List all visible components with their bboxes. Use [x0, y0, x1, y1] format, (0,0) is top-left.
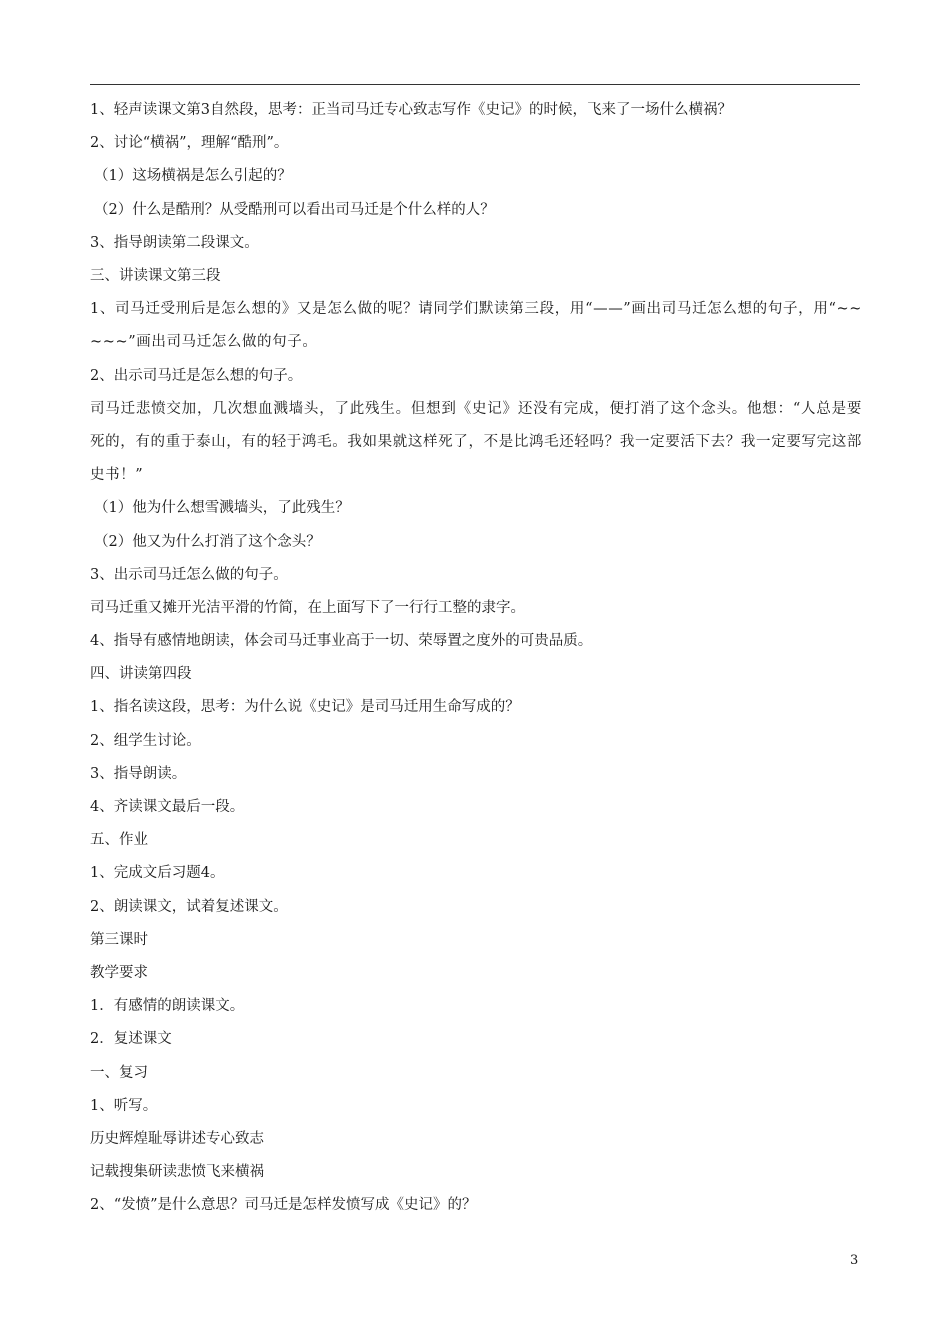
- text-line: 2、组学生讨论。: [90, 732, 201, 749]
- text-line: 2．复述课文: [90, 1031, 172, 1048]
- text-line: 1、完成文后习题4。: [90, 865, 225, 882]
- text-line: 2、讨论“横祸”，理解“酷刑”。: [90, 135, 289, 152]
- text-line: 3、指导朗读。: [90, 765, 187, 782]
- text-line: 记载搜集研读悲愤飞来横祸: [90, 1164, 264, 1181]
- text-line: 3、指导朗读第二段课文。: [90, 234, 259, 251]
- section-heading: 第三课时: [90, 931, 148, 948]
- text-line: 4、指导有感情地朗读，体会司马迁事业高于一切、荣辱置之度外的可贵品质。: [90, 633, 593, 650]
- text-line: 1．有感情的朗读课文。: [90, 998, 245, 1015]
- text-line: （1）这场横祸是怎么引起的？: [94, 168, 292, 185]
- text-line: （1）他为什么想雪溅墙头，了此残生？: [94, 500, 350, 517]
- text-paragraph: 1、司马迁受刑后是怎么想的》又是怎么做的呢？请同学们默读第三段，用“——”画出司马迁怎么想的句子，用“~~~~~”画出司马迁怎么做的句子。: [90, 301, 862, 351]
- header-rule: [90, 84, 860, 85]
- section-heading: 四、讲读第四段: [90, 666, 192, 683]
- text-line: 2、朗读课文，试着复述课文。: [90, 898, 288, 915]
- page-number: 3: [850, 1253, 859, 1268]
- document-body: [90, 94, 862, 1222]
- text-line: 1、指名读这段，思考：为什么说《史记》是司马迁用生命写成的？: [90, 699, 520, 716]
- text-line: （2）什么是酷刑？从受酷刑可以看出司马迁是个什么样的人？: [94, 201, 495, 218]
- text-line: 3、出示司马迁怎么做的句子。: [90, 566, 288, 583]
- text-line: 1、轻声读课文第3自然段，思考：正当司马迁专心致志写作《史记》的时候，飞来了一场什么横祸？: [90, 102, 732, 118]
- text-line: 2、出示司马迁是怎么想的句子。: [90, 367, 303, 384]
- text-line: 4、齐读课文最后一段。: [90, 799, 245, 816]
- section-heading: 一、复习: [90, 1064, 148, 1081]
- text-line: 历史辉煌耻辱讲述专心致志: [90, 1130, 264, 1147]
- section-heading: 五、作业: [90, 832, 148, 849]
- text-line: 2、“发愤”是什么意思？司马迁是怎样发愤写成《史记》的？: [90, 1197, 477, 1214]
- quoted-paragraph: 司马迁悲愤交加，几次想血溅墙头，了此残生。但想到《史记》还没有完成，便打消了这个念头。他想：“人总是要死的，有的重于泰山，有的轻于鸿毛。我如果就这样死了，不是比鸿毛还轻吗？我一定要活下去？我一定要写完这部史书！”: [90, 400, 862, 484]
- text-line: 1、听写。: [90, 1097, 158, 1114]
- text-line: （2）他又为什么打消了这个念头？: [94, 533, 321, 550]
- text-line: 司马迁重又摊开光洁平滑的竹简，在上面写下了一行行工整的隶字。: [90, 599, 525, 616]
- section-heading: 三、讲读课文第三段: [90, 267, 221, 284]
- section-heading: 教学要求: [90, 964, 148, 981]
